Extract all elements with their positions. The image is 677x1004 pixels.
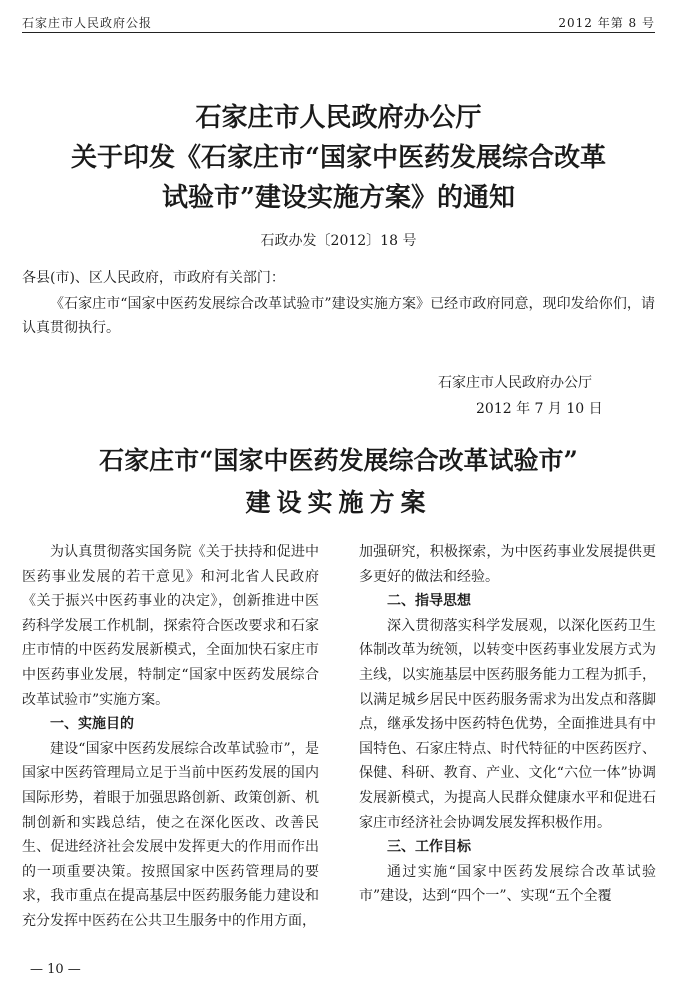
notice-title-line-2: 关于印发《石家庄市“国家中医药发展综合改革 [71,143,606,173]
section-body-purpose-continued: 加强研究，积极探索，为中医药事业发展提供更多更好的做法和经验。 [359,544,656,585]
notice-body: 《石家庄市“国家中医药发展综合改革试验市”建设实施方案》已经市政府同意，现印发给你们，请认真贯彻执行。 [22,296,655,336]
section-body-purpose: 建设“国家中医药发展综合改革试验市”，是国家中医药管理局立足于当前中医药发展的国内国际形势，着眼于加强思路创新、政策创新、机制创新和实践总结，使之在深化医改、改善民生、促进经济社会发展中发挥更大的作用而作出的一项重要决策。按照国家中医药管理局的要求，我市重点在提高基层中医药服务能力建设和充分发挥中医药在公共卫生服务中的作用方面， [22,740,319,929]
signature-org: 石家庄市人民政府办公厅 [438,375,592,391]
notice-title-line-3: 试验市”建设实施方案》的通知 [162,183,515,213]
salutation: 各县(市)、区人民政府，市政府有关部门： [22,270,285,286]
publication-name: 石家庄市人民政府公报 [22,16,153,30]
page-number: — 10 — [30,962,81,977]
plan-title-line-1: 石家庄市“国家中医药发展综合改革试验市” [99,446,578,475]
plan-title [0,440,677,524]
issue-number: 2012 年第 8 号 [558,16,655,30]
notice-title [0,98,677,218]
section-body-goals: 通过实施“国家中医药发展综合改革试验市”建设，达到“四个一”、实现“五个全覆 [359,863,656,905]
plan-title-line-2: 建设实施方案 [245,488,432,517]
article-column-right [359,540,656,909]
header-divider [22,32,655,33]
article-column-left [22,540,319,934]
section-heading-guiding-ideology: 二、指导思想 [387,593,471,610]
plan-intro: 为认真贯彻落实国务院《关于扶持和促进中医药事业发展的若干意见》和河北省人民政府《关于振兴中医药事业的决定》，创新推进中医药科学发展工作机制，探索符合医改要求和石家庄市情的中医药发展新模式，全面加快石家庄市中医药事业发展，特制定“国家中医药发展综合改革试验市”实施方案。 [22,544,319,708]
section-heading-goals: 三、工作目标 [387,839,471,856]
section-heading-purpose: 一、实施目的 [50,716,134,733]
section-body-guiding-ideology: 深入贯彻落实科学发展观，以深化医药卫生体制改革为统领，以转变中医药事业发展方式为主线，以实施基层中医药服务能力工程为抓手，以满足城乡居民中医药服务需求为出发点和落脚点，继承发扬中医药特色优势，全面推进具有中国特色、石家庄特点、时代特征的中医药医疗、保健、科研、教育、产业、文化“六位一体”协调发展新模式，为提高人民群众健康水平和促进石家庄市经济社会协调发展发挥积极作用。 [359,617,656,831]
document-number: 石政办发〔2012〕18 号 [260,233,417,249]
signature-date: 2012 年 7 月 10 日 [476,401,603,417]
notice-title-line-1: 石家庄市人民政府办公厅 [195,103,482,133]
running-header [22,10,655,32]
